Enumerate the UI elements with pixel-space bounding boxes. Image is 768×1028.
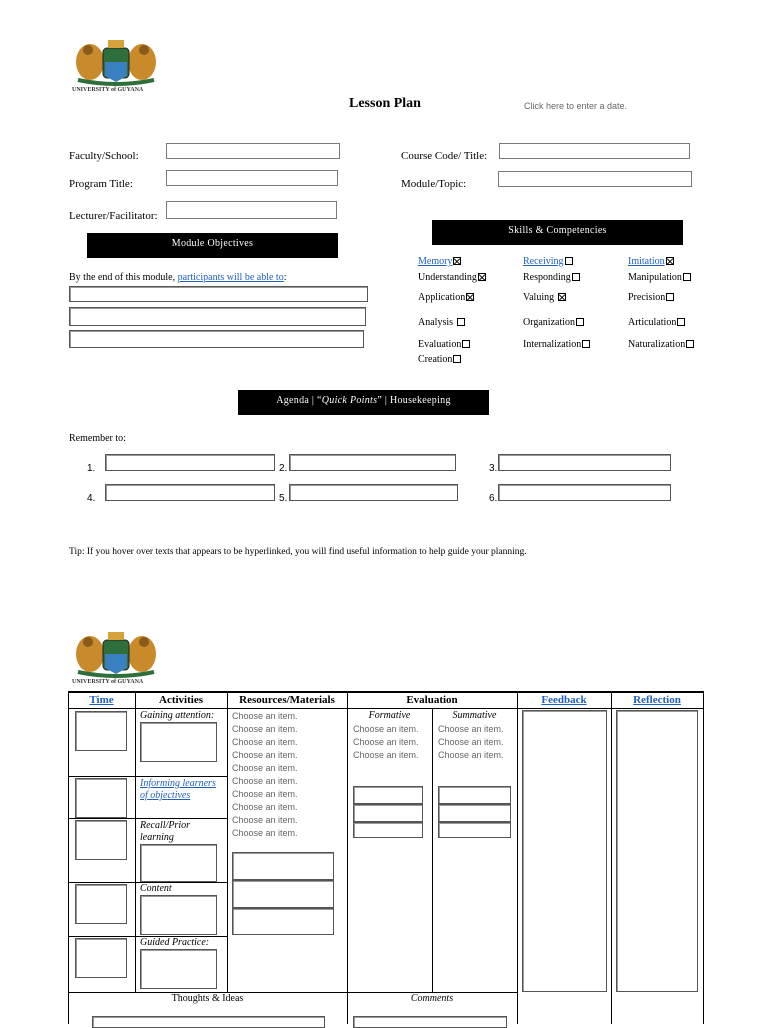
skill-label: Understanding — [418, 272, 477, 283]
remember-number: 1. — [87, 463, 96, 474]
skill-imitation[interactable] — [628, 256, 674, 267]
skill-imitation-label[interactable]: Imitation — [628, 256, 665, 267]
skill-understanding[interactable] — [418, 272, 486, 283]
formative-input-2[interactable] — [353, 804, 423, 822]
skill-label: Naturalization — [628, 339, 686, 350]
formative-dropdown[interactable]: Choose an item. — [353, 724, 419, 734]
resource-dropdown[interactable]: Choose an item. — [232, 815, 298, 825]
activity-informing-link[interactable]: Informing learners of objectives — [140, 778, 216, 801]
skill-label: Responding — [523, 272, 571, 283]
formative-label: Formative — [368, 710, 411, 721]
checkbox-icon[interactable] — [462, 340, 470, 348]
activity-input-4[interactable] — [140, 895, 217, 935]
remember-label: Remember to: — [69, 433, 126, 444]
remember-input-3[interactable] — [498, 454, 671, 471]
formative-dropdown[interactable]: Choose an item. — [353, 737, 419, 747]
time-input-1[interactable] — [75, 711, 127, 751]
time-input-2[interactable] — [75, 778, 127, 818]
agenda-header — [238, 390, 489, 415]
remember-input-2[interactable] — [289, 454, 456, 471]
resource-dropdown[interactable]: Choose an item. — [232, 776, 298, 786]
participants-link[interactable]: participants will be able to — [177, 272, 284, 283]
feedback-input[interactable] — [522, 710, 607, 992]
skill-label: Valuing — [523, 292, 555, 303]
agenda-quick-points: Quick Points — [321, 395, 378, 406]
comments-input[interactable] — [353, 1016, 507, 1028]
resource-dropdown[interactable]: Choose an item. — [232, 802, 298, 812]
module-label: Module/Topic: — [401, 178, 467, 190]
crest-icon — [70, 36, 162, 88]
skill-responding[interactable] — [523, 272, 580, 283]
objectives-intro-suffix: : — [283, 272, 287, 283]
objective-input-2[interactable] — [69, 307, 366, 326]
activity-guided-practice: Guided Practice: — [140, 937, 210, 948]
objective-input-1[interactable] — [69, 286, 368, 302]
checkbox-icon[interactable] — [582, 340, 590, 348]
summative-input-1[interactable] — [438, 786, 511, 804]
objectives-intro — [69, 272, 286, 283]
reflection-input[interactable] — [616, 710, 698, 992]
resource-dropdown[interactable]: Choose an item. — [232, 828, 298, 838]
course-input[interactable] — [499, 143, 690, 159]
skill-analysis[interactable] — [418, 317, 465, 328]
checkbox-icon[interactable] — [666, 257, 674, 265]
program-input[interactable] — [166, 170, 338, 186]
skill-label: Manipulation — [628, 272, 682, 283]
formative-input-3[interactable] — [353, 822, 423, 838]
table-border — [68, 708, 704, 709]
skill-label: Creation — [418, 354, 453, 365]
skill-receiving-label[interactable]: Receiving — [523, 256, 564, 267]
checkbox-icon[interactable] — [666, 293, 674, 301]
checkbox-icon[interactable] — [466, 293, 474, 301]
resource-input-3[interactable] — [232, 908, 334, 935]
module-objectives-header: Module Objectives — [87, 233, 338, 258]
header-resources: Resources/Materials — [239, 694, 335, 706]
skill-precision[interactable] — [628, 292, 674, 303]
objectives-intro-prefix: By the end of this module, — [69, 272, 178, 283]
checkbox-icon[interactable] — [453, 355, 461, 363]
table-border — [227, 691, 228, 992]
table-border — [517, 691, 518, 1024]
header-feedback-link[interactable]: Feedback — [541, 694, 587, 706]
table-border — [68, 691, 69, 1024]
checkbox-icon[interactable] — [457, 318, 465, 326]
remember-number: 4. — [87, 493, 96, 504]
remember-number: 6. — [489, 493, 498, 504]
checkbox-icon[interactable] — [478, 273, 486, 281]
checkbox-icon[interactable] — [572, 273, 580, 281]
skill-label: Analysis — [418, 317, 453, 328]
date-picker[interactable]: Click here to enter a date. — [524, 101, 628, 111]
remember-number: 5. — [279, 493, 288, 504]
summative-input-2[interactable] — [438, 804, 511, 822]
skills-header: Skills & Competencies — [432, 220, 683, 245]
header-evaluation: Evaluation — [406, 694, 458, 706]
table-border — [347, 691, 348, 1024]
skill-label: Application — [418, 292, 466, 303]
skill-organization[interactable] — [523, 317, 584, 328]
skill-articulation[interactable] — [628, 317, 685, 328]
lecturer-label: Lecturer/Facilitator: — [69, 210, 158, 222]
activity-gaining-attention: Gaining attention: — [140, 710, 215, 721]
crest-icon — [70, 628, 162, 680]
faculty-input[interactable] — [166, 143, 340, 159]
remember-number: 3. — [489, 463, 498, 474]
skill-label: Organization — [523, 317, 576, 328]
summative-dropdown[interactable]: Choose an item. — [438, 724, 504, 734]
agenda-pre: Agenda | “ — [276, 395, 322, 406]
agenda-post: ” | Housekeeping — [377, 395, 451, 406]
course-label: Course Code/ Title: — [401, 150, 488, 162]
resource-dropdown[interactable]: Choose an item. — [232, 789, 298, 799]
time-input-3[interactable] — [75, 820, 127, 860]
logo-caption: UNIVERSITY of GUYANA — [72, 87, 144, 93]
remember-input-5[interactable] — [289, 484, 458, 501]
skill-creation[interactable] — [418, 354, 461, 365]
table-border — [68, 776, 228, 777]
remember-number: 2. — [279, 463, 288, 474]
resource-dropdown[interactable]: Choose an item. — [232, 724, 298, 734]
table-border — [611, 691, 612, 1024]
table-border — [68, 818, 228, 819]
objective-input-3[interactable] — [69, 330, 364, 348]
thoughts-ideas-label: Thoughts & Ideas — [171, 993, 244, 1004]
skill-manipulation[interactable] — [628, 272, 691, 283]
skill-valuing[interactable] — [523, 292, 566, 303]
header-time-link[interactable]: Time — [89, 694, 114, 706]
time-input-4[interactable] — [75, 884, 127, 924]
checkbox-icon[interactable] — [677, 318, 685, 326]
remember-input-1[interactable] — [105, 454, 275, 471]
skill-receiving[interactable] — [523, 256, 573, 267]
activity-input-1[interactable] — [140, 722, 217, 762]
time-input-5[interactable] — [75, 938, 127, 978]
logo-caption: UNIVERSITY of GUYANA — [72, 679, 144, 685]
table-border — [703, 691, 704, 1024]
resource-dropdown[interactable]: Choose an item. — [232, 711, 298, 721]
table-border — [432, 708, 433, 992]
resource-input-2[interactable] — [232, 880, 334, 908]
summative-dropdown[interactable]: Choose an item. — [438, 737, 504, 747]
header-activities: Activities — [159, 694, 203, 706]
thoughts-input[interactable] — [92, 1016, 325, 1028]
checkbox-icon[interactable] — [453, 257, 461, 265]
summative-input-3[interactable] — [438, 822, 511, 838]
skill-naturalization[interactable] — [628, 339, 694, 350]
remember-input-4[interactable] — [105, 484, 275, 501]
checkbox-icon[interactable] — [686, 340, 694, 348]
university-logo-2 — [70, 628, 162, 688]
resource-input-1[interactable] — [232, 852, 334, 880]
checkbox-icon[interactable] — [576, 318, 584, 326]
skill-label: Articulation — [628, 317, 677, 328]
module-input[interactable] — [498, 171, 692, 187]
skill-memory[interactable] — [418, 256, 461, 267]
page-title: Lesson Plan — [349, 96, 421, 111]
header-reflection-link[interactable]: Reflection — [633, 694, 681, 706]
skill-application[interactable] — [418, 292, 474, 303]
activity-content: Content — [140, 883, 172, 894]
university-logo — [70, 36, 162, 96]
checkbox-icon[interactable] — [558, 293, 566, 301]
resource-dropdown[interactable]: Choose an item. — [232, 763, 298, 773]
skill-label: Evaluation — [418, 339, 462, 350]
skill-internalization[interactable] — [523, 339, 590, 350]
resource-dropdown[interactable]: Choose an item. — [232, 737, 298, 747]
checkbox-icon[interactable] — [683, 273, 691, 281]
skill-memory-label[interactable]: Memory — [418, 256, 453, 267]
comments-label: Comments — [410, 993, 454, 1004]
remember-input-6[interactable] — [498, 484, 671, 501]
summative-dropdown[interactable]: Choose an item. — [438, 750, 504, 760]
program-label: Program Title: — [69, 178, 133, 190]
activity-input-5[interactable] — [140, 949, 217, 989]
skill-label: Precision — [628, 292, 666, 303]
skill-label: Internalization — [523, 339, 582, 350]
summative-label: Summative — [452, 710, 497, 721]
lecturer-input[interactable] — [166, 201, 337, 219]
table-border — [135, 691, 136, 992]
checkbox-icon[interactable] — [565, 257, 573, 265]
formative-dropdown[interactable]: Choose an item. — [353, 750, 419, 760]
activity-recall: Recall/Prior learning — [140, 820, 190, 843]
formative-input-1[interactable] — [353, 786, 423, 804]
faculty-label: Faculty/School: — [69, 150, 139, 162]
tip-text: Tip: If you hover over texts that appears to be hyperlinked, you will find useful information to help guide your planning. — [69, 547, 527, 557]
skill-evaluation[interactable] — [418, 339, 470, 350]
resource-dropdown[interactable]: Choose an item. — [232, 750, 298, 760]
activity-input-3[interactable] — [140, 844, 217, 882]
